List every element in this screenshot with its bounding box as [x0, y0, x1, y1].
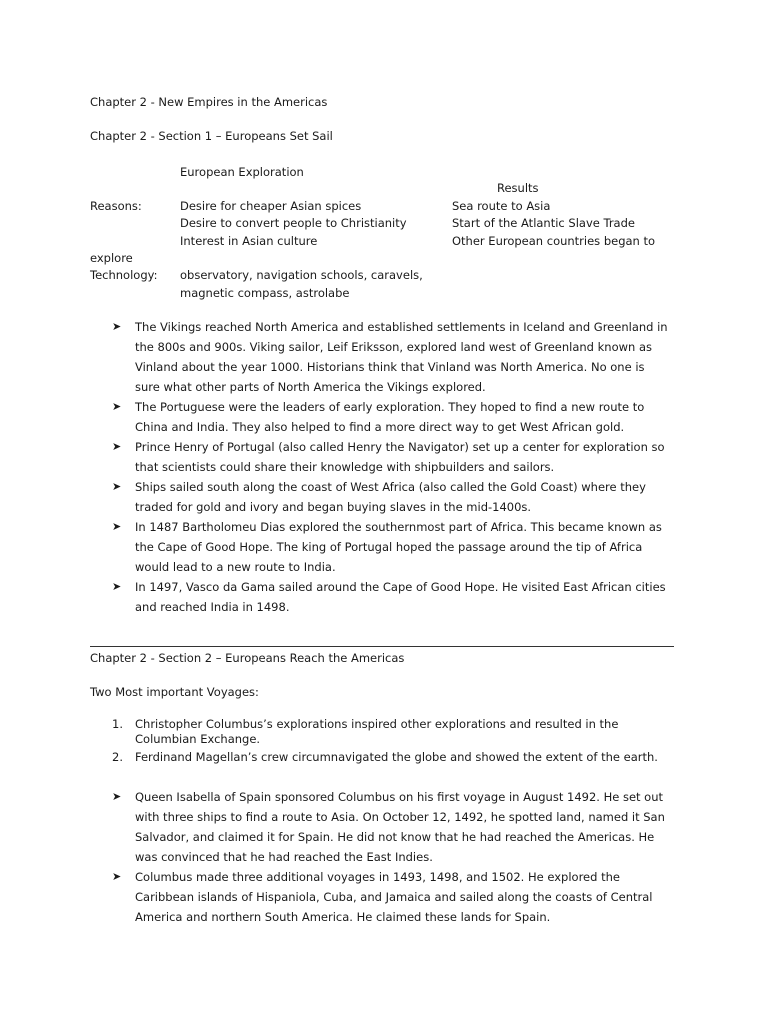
section-divider — [90, 646, 674, 647]
result-item-wrap: explore — [90, 251, 133, 265]
section2-bullet-list — [112, 787, 672, 927]
arrowhead-bullet-icon: ➤ — [112, 580, 122, 593]
reason-item: Desire for cheaper Asian spices — [180, 199, 362, 213]
reasons-label: Reasons: — [90, 199, 142, 213]
bullet-text: In 1487 Bartholomeu Dias explored the southernmost part of Africa. This became known as the Cape of Good Hope. The king of Portugal hoped the passage around the tip of Africa would lead to a new route to India. — [135, 520, 662, 574]
table-title: European Exploration — [180, 165, 304, 179]
section1-heading: Chapter 2 - Section 1 – Europeans Set Sail — [90, 129, 333, 143]
list-item — [112, 750, 672, 765]
list-item — [112, 517, 672, 577]
results-header: Results — [497, 181, 539, 195]
result-item: Other European countries began to — [452, 234, 656, 248]
bullet-text: The Vikings reached North America and established settlements in Iceland and Greenland in the 800s and 900s. Viking sailor, Leif Eriksson, explored land west of Greenland known as Vinland about the year 1000. Historians think that Vinland was North America. No one is sure what other parts of North America the Vikings explored. — [135, 320, 668, 394]
bullet-text: In 1497, Vasco da Gama sailed around the Cape of Good Hope. He visited East African cities and reached India in 1498. — [135, 580, 666, 614]
arrowhead-bullet-icon: ➤ — [112, 870, 122, 883]
list-item — [112, 717, 672, 747]
reason-item: Interest in Asian culture — [180, 234, 318, 248]
bullet-text: Prince Henry of Portugal (also called Henry the Navigator) set up a center for exploration so that scientists could share their knowledge with shipbuilders and sailors. — [135, 440, 665, 474]
bullet-text: Ships sailed south along the coast of West Africa (also called the Gold Coast) where they traded for gold and ivory and began buying slaves in the mid-1400s. — [135, 480, 646, 514]
voyage-text: Christopher Columbus’s explorations inspired other explorations and resulted in the Columbian Exchange. — [135, 717, 619, 746]
document-title: Chapter 2 - New Empires in the Americas — [90, 95, 328, 109]
result-item: Sea route to Asia — [452, 199, 551, 213]
arrowhead-bullet-icon: ➤ — [112, 400, 122, 413]
section1-bullet-list — [112, 317, 672, 617]
bullet-text: The Portuguese were the leaders of early exploration. They hoped to find a new route to China and India. They also helped to find a more direct way to get West African gold. — [135, 400, 645, 434]
bullet-text: Columbus made three additional voyages in 1493, 1498, and 1502. He explored the Caribbean islands of Hispaniola, Cuba, and Jamaica and sailed along the coasts of Central America and northern South America. He claimed these lands for Spain. — [135, 870, 653, 924]
voyage-text: Ferdinand Magellan’s crew circumnavigated the globe and showed the extent of the earth. — [135, 750, 658, 764]
arrowhead-bullet-icon: ➤ — [112, 480, 122, 493]
arrowhead-bullet-icon: ➤ — [112, 790, 122, 803]
section2-heading: Chapter 2 - Section 2 – Europeans Reach the Americas — [90, 651, 405, 665]
list-item — [112, 437, 672, 477]
list-item — [112, 477, 672, 517]
list-item — [112, 317, 672, 397]
arrowhead-bullet-icon: ➤ — [112, 520, 122, 533]
list-item — [112, 577, 672, 617]
voyages-label: Two Most important Voyages: — [90, 685, 259, 699]
list-number: 1. — [112, 717, 123, 731]
result-item: Start of the Atlantic Slave Trade — [452, 216, 635, 230]
list-item — [112, 787, 672, 867]
bullet-text: Queen Isabella of Spain sponsored Columbus on his first voyage in August 1492. He set out with three ships to find a route to Asia. On October 12, 1492, he spotted land, named it San Salvador, and claimed it for Spain. He did not know that he had reached the Americas. He was convinced that he had reached the East Indies. — [135, 790, 665, 864]
list-item — [112, 867, 672, 927]
arrowhead-bullet-icon: ➤ — [112, 440, 122, 453]
technology-item: magnetic compass, astrolabe — [180, 286, 350, 300]
reason-item: Desire to convert people to Christianity — [180, 216, 407, 230]
list-number: 2. — [112, 750, 123, 764]
technology-item: observatory, navigation schools, caravels, — [180, 268, 423, 282]
voyages-numbered-list — [112, 717, 672, 768]
list-item — [112, 397, 672, 437]
arrowhead-bullet-icon: ➤ — [112, 320, 122, 333]
technology-label: Technology: — [90, 268, 158, 282]
